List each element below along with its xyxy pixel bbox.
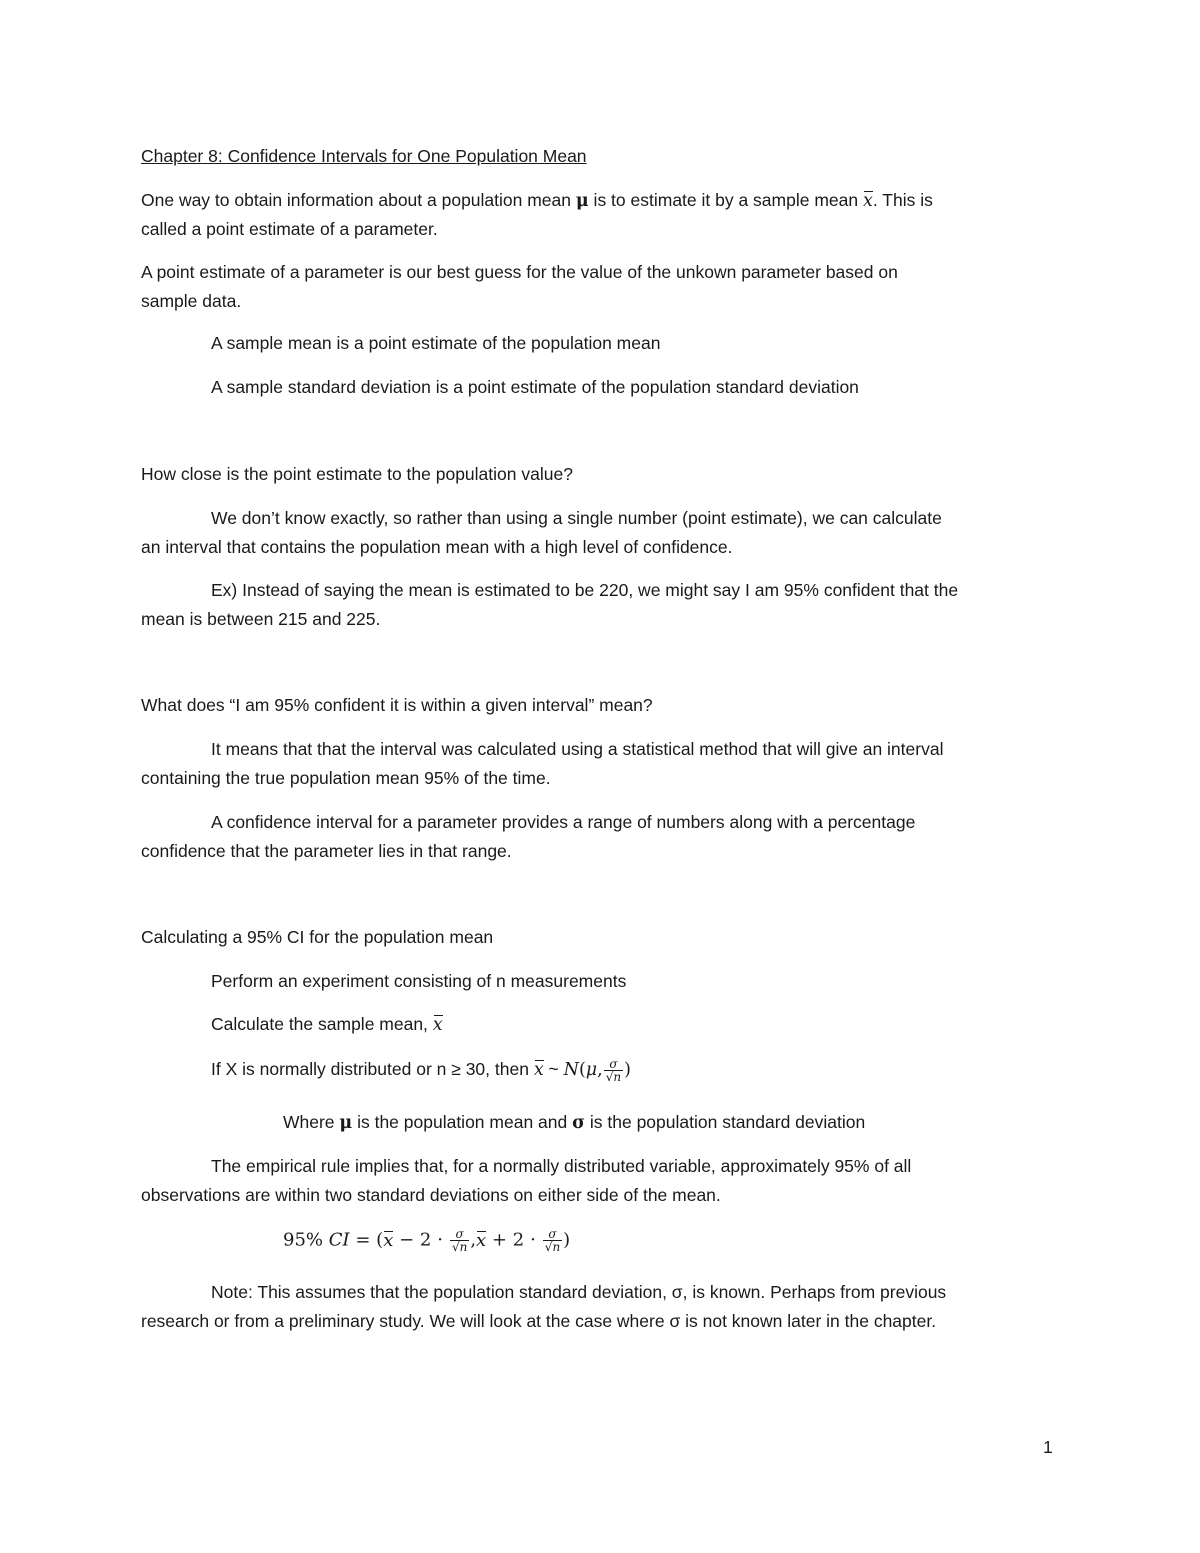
paragraph-definition-line1: A point estimate of a parameter is our best guess for the value of the unkown parameter based on [141, 262, 898, 282]
where-definitions: Where μ is the population mean and σ is the population standard deviation [283, 1112, 866, 1133]
paragraph-interval-line1: We don’t know exactly, so rather than using a single number (point estimate), we can calculate [211, 508, 942, 528]
paragraph-empirical-line2: observations are within two standard deviations on either side of the mean. [141, 1185, 721, 1205]
paragraph-example-line2: mean is between 215 and 225. [141, 609, 381, 629]
paragraph-example-line1: Ex) Instead of saying the mean is estimated to be 220, we might say I am 95% confident that the [211, 580, 959, 600]
step-normal-distribution: If X is normally distributed or n ≥ 30, then x ~ N(μ, $\frac{\sigma}{√n}$ ) [211, 1057, 631, 1084]
x-bar-symbol: x [432, 1015, 443, 1035]
indented-sample-mean: A sample mean is a point estimate of the population mean [211, 333, 661, 353]
note-line1: Note: This assumes that the population standard deviation, σ, is known. Perhaps from previous [211, 1282, 947, 1302]
mu-symbol: μ [575, 191, 589, 211]
paragraph-definition-line2: sample data. [141, 291, 242, 311]
paragraph-ci-definition-line2: confidence that the parameter lies in that range. [141, 841, 512, 861]
question-what-does: What does “I am 95% confident it is within a given interval” mean? [141, 695, 653, 715]
paragraph-meaning-line2: containing the true population mean 95% of the time. [141, 768, 551, 788]
ci-formula: 95% CI = (x − 2 ⋅ $\frac{\sigma}{√n}$ ,x + 2 ⋅ $\frac{\sigma}{√n}$ ) [283, 1227, 571, 1254]
paragraph-point-estimate-line2: called a point estimate of a parameter. [141, 219, 438, 239]
x-bar-symbol: x [862, 191, 873, 211]
x-bar-symbol: x [533, 1060, 544, 1081]
paragraph-meaning-line1: It means that that the interval was calculated using a statistical method that will give an interval [211, 739, 944, 759]
paragraph-interval-line2: an interval that contains the population mean with a high level of confidence. [141, 537, 733, 557]
note-line2: research or from a preliminary study. We will look at the case where σ is not known later in the chapter. [141, 1311, 937, 1331]
step-perform-experiment: Perform an experiment consisting of n measurements [211, 971, 627, 991]
page-number: 1 [1043, 1437, 1053, 1457]
paragraph-ci-definition-line1: A confidence interval for a parameter provides a range of numbers along with a percentage [211, 812, 916, 832]
paragraph-point-estimate-line1: One way to obtain information about a population mean μ is to estimate it by a sample mean x. This is [141, 190, 933, 211]
paragraph-empirical-line1: The empirical rule implies that, for a normally distributed variable, approximately 95% of all [211, 1156, 912, 1176]
chapter-title: Chapter 8: Confidence Intervals for One Population Mean [141, 146, 587, 166]
indented-sample-sd: A sample standard deviation is a point estimate of the population standard deviation [211, 377, 859, 397]
sigma-over-root-n: $\frac{\sigma}{√n}$ [605, 1057, 622, 1084]
sigma-over-root-n: $\frac{\sigma}{√n}$ [544, 1227, 561, 1254]
heading-calculating-ci: Calculating a 95% CI for the population mean [141, 927, 494, 947]
sigma-over-root-n: $\frac{\sigma}{√n}$ [451, 1227, 468, 1254]
question-how-close: How close is the point estimate to the population value? [141, 464, 573, 484]
step-calculate-mean: Calculate the sample mean, x [211, 1014, 443, 1035]
